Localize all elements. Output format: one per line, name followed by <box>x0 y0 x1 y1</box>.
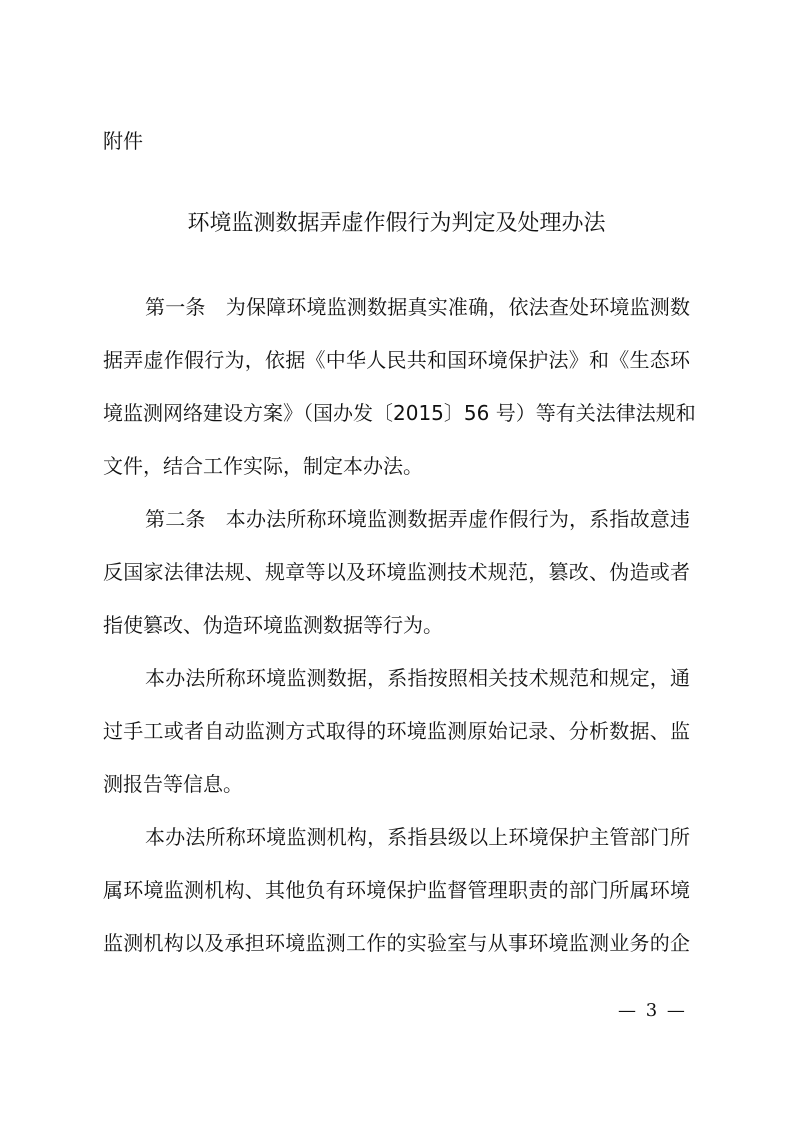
paragraph-line: 指使篡改、伪造环境监测数据等行为。 <box>103 613 443 637</box>
paragraph-line: 据弄虚作假行为，依据《中华人民共和国环境保护法》和《生态环 <box>103 348 690 372</box>
paragraph-line: 第一条 为保障环境监测数据真实准确，依法查处环境监测数 <box>145 295 690 319</box>
attachment-label: 附件 <box>103 129 143 153</box>
paragraph-line: 反国家法律法规、规章等以及环境监测技术规范，篡改、伪造或者 <box>103 560 690 584</box>
page-number: — 3 — <box>618 1000 687 1021</box>
paragraph-line: 测报告等信息。 <box>103 772 243 796</box>
document-title: 环境监测数据弄虚作假行为判定及处理办法 <box>187 211 606 236</box>
paragraph-line: 第二条 本办法所称环境监测数据弄虚作假行为，系指故意违 <box>145 507 690 531</box>
paragraph-line: 监测机构以及承担环境监测工作的实验室与从事环境监测业务的企 <box>103 931 690 955</box>
paragraph-line: 文件，结合工作实际，制定本办法。 <box>103 454 423 478</box>
paragraph-line: 本办法所称环境监测数据，系指按照相关技术规范和规定，通 <box>145 666 690 690</box>
paragraph-line: 本办法所称环境监测机构，系指县级以上环境保护主管部门所 <box>145 825 690 849</box>
paragraph-line: 属环境监测机构、其他负有环境保护监督管理职责的部门所属环境 <box>103 878 690 902</box>
paragraph-line: 境监测网络建设方案》（国办发〔2015〕56 号）等有关法律法规和 <box>103 401 696 425</box>
paragraph-line: 过手工或者自动监测方式取得的环境监测原始记录、分析数据、监 <box>103 719 690 743</box>
